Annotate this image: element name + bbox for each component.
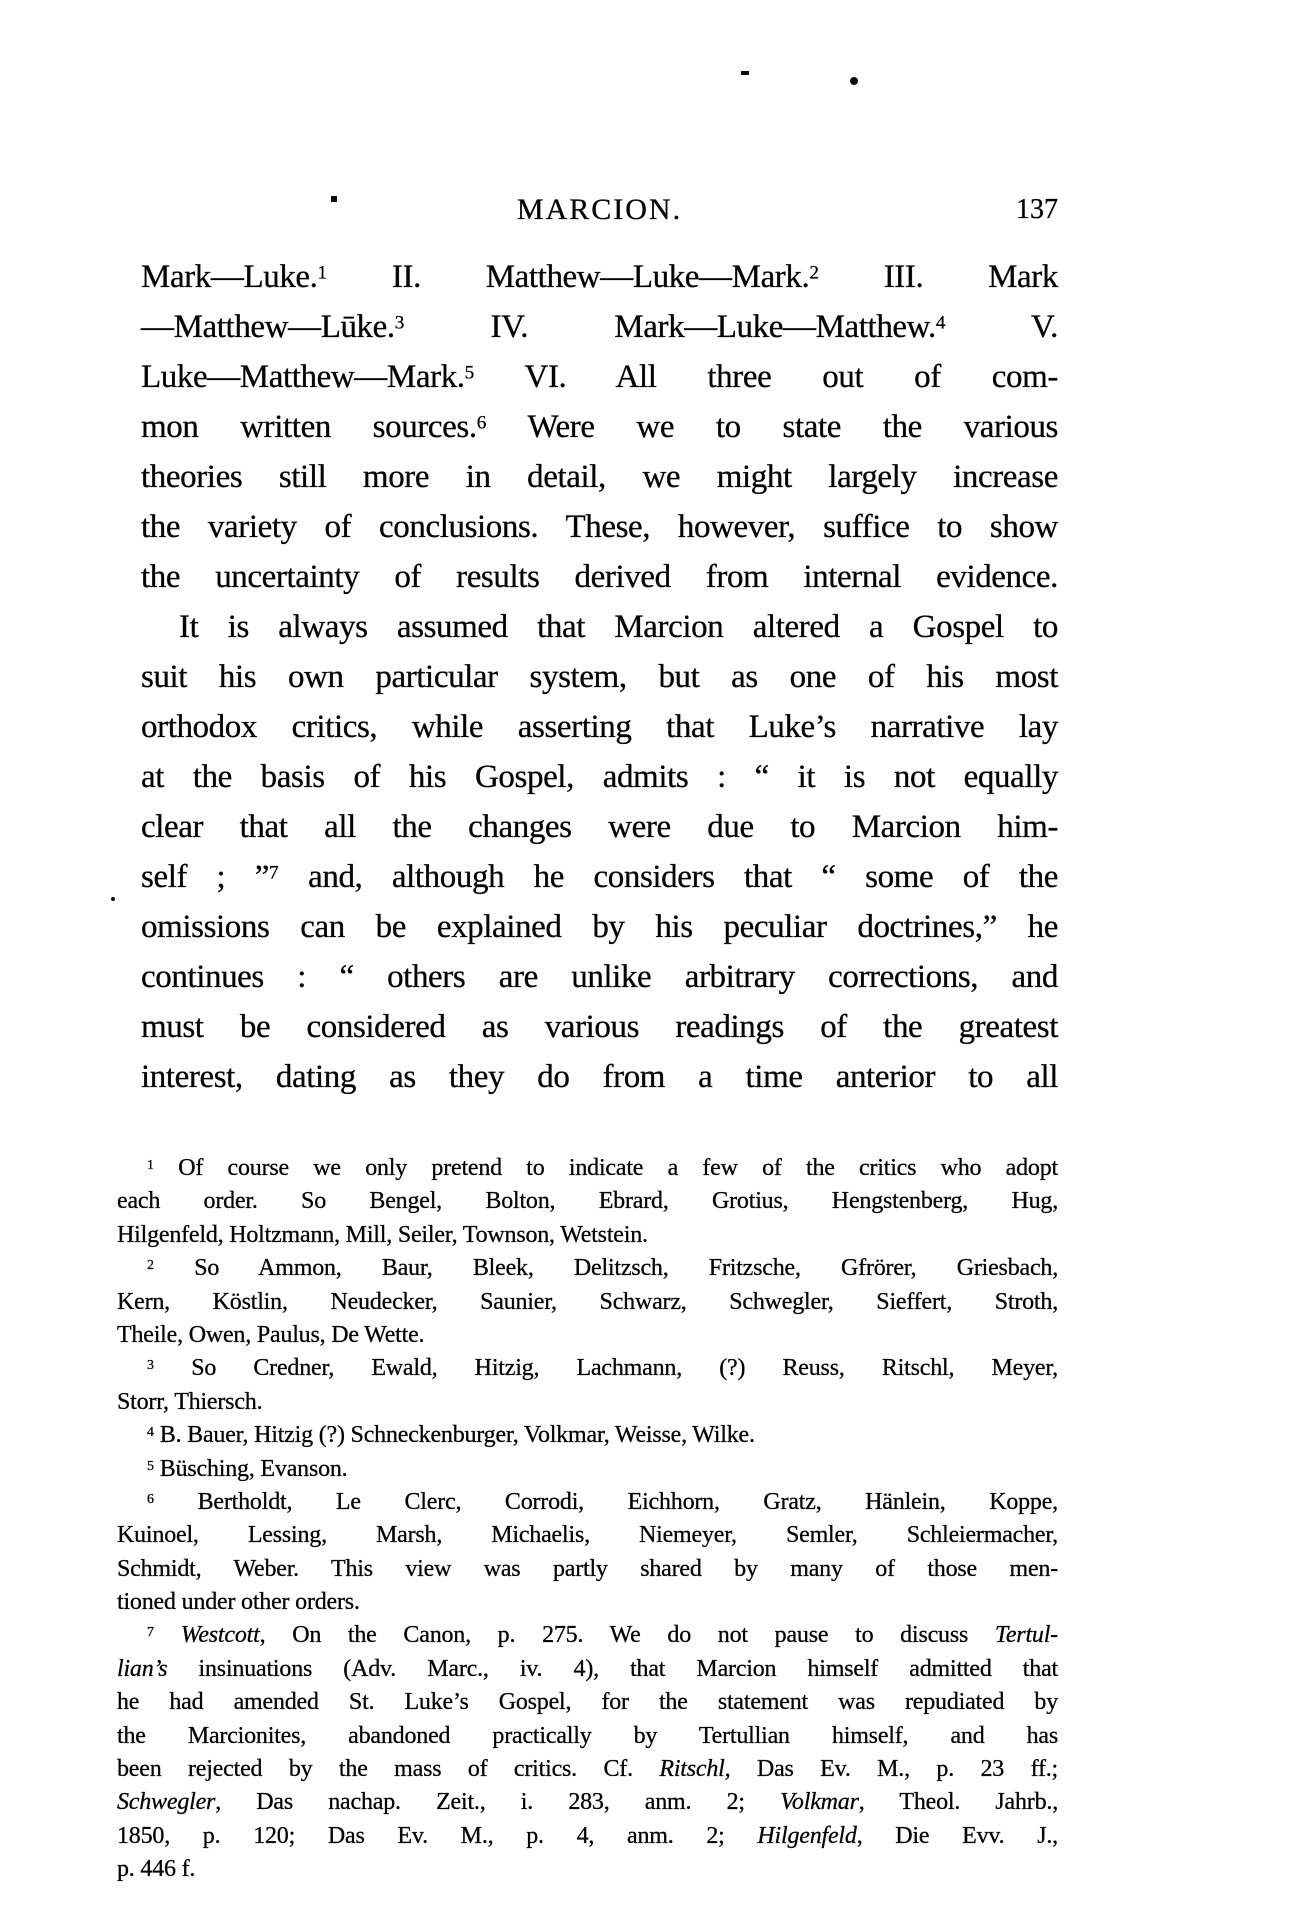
footnote-line: 1850, p. 120; Das Ev. M., p. 4, anm. 2; Hilgenfeld, Die Evv. J., bbox=[117, 1822, 1058, 1849]
body-text-line: suit his own particular system, but as one of his most bbox=[141, 659, 1058, 695]
body-text-line: —Matthew—Lūke.$^3$ IV. Mark—Luke—Matthew.$^4$ V. bbox=[141, 309, 1058, 345]
body-text-line: Mark—Luke.$^1$ II. Matthew—Luke—Mark.$^2$ III. Mark bbox=[141, 259, 1058, 295]
footnote-line: he had amended St. Luke’s Gospel, for the statement was repudiated by bbox=[117, 1689, 1058, 1716]
body-text-line: theories still more in detail, we might largely increase bbox=[141, 459, 1058, 495]
body-text-line: the variety of conclusions. These, however, suffice to show bbox=[141, 509, 1058, 545]
page-header bbox=[141, 193, 1058, 227]
body-text-line: mon written sources.$^6$ Were we to state the various bbox=[141, 409, 1058, 445]
footnote-marker: 2 bbox=[147, 1257, 154, 1273]
footnote-line: Storr, Thiersch. bbox=[117, 1388, 263, 1415]
footnote-line: $^4$ B. Bauer, Hitzig (?) Schneckenburger, Volkmar, Weisse, Wilke. bbox=[147, 1422, 755, 1449]
footnote-marker: 1 bbox=[147, 1157, 154, 1173]
footnote-line: the Marcionites, abandoned practically by Tertullian himself, and has bbox=[117, 1722, 1058, 1749]
body-text bbox=[141, 252, 1058, 1102]
running-title: MARCION. bbox=[516, 193, 683, 226]
footnote-line: Hilgenfeld, Holtzmann, Mill, Seiler, Townson, Wetstein. bbox=[117, 1221, 648, 1248]
footnote-line: Kuinoel, Lessing, Marsh, Michaelis, Niemeyer, Semler, Schleiermacher, bbox=[117, 1522, 1058, 1549]
footnote-line: $^7$ Westcott, On the Canon, p. 275. We do not pause to discuss Tertul- bbox=[147, 1622, 1058, 1649]
footnote-line: $^6$ Bertholdt, Le Clerc, Corrodi, Eichhorn, Gratz, Hänlein, Koppe, bbox=[147, 1488, 1058, 1515]
footnotes bbox=[117, 1152, 1058, 1887]
body-text-line: It is always assumed that Marcion altered a Gospel to bbox=[179, 609, 1058, 645]
body-text-line: interest, dating as they do from a time anterior to all bbox=[141, 1059, 1058, 1095]
body-text-line: continues : “ others are unlike arbitrary corrections, and bbox=[141, 959, 1058, 995]
footnote-line: $^2$ So Ammon, Baur, Bleek, Delitzsch, Fritzsche, Gfrörer, Griesbach, bbox=[147, 1255, 1058, 1282]
footnote-line: p. 446 f. bbox=[117, 1856, 196, 1883]
body-text-line: self ; ”$^7$ and, although he considers that “ some of the bbox=[141, 859, 1058, 895]
body-text-line: must be considered as various readings of the greatest bbox=[141, 1009, 1058, 1045]
footnote-line: Kern, Köstlin, Neudecker, Saunier, Schwarz, Schwegler, Sieffert, Stroth, bbox=[117, 1288, 1058, 1315]
body-text-line: omissions can be explained by his peculiar doctrines,” he bbox=[141, 909, 1058, 945]
footnote-line: $^1$ Of course we only pretend to indicate a few of the critics who adopt bbox=[147, 1155, 1058, 1181]
footnote-line: been rejected by the mass of critics. Cf. Ritschl, Das Ev. M., p. 23 ff.; bbox=[117, 1756, 1059, 1783]
body-text-line: orthodox critics, while asserting that Luke’s narrative lay bbox=[141, 709, 1058, 745]
footnote-marker: 7 bbox=[147, 1625, 154, 1641]
footnote-line: Schwegler, Das nachap. Zeit., i. 283, anm. 2; Volkmar, Theol. Jahrb., bbox=[117, 1789, 1058, 1816]
footnote-marker: 4 bbox=[147, 1424, 154, 1440]
footnote-marker: 6 bbox=[147, 1491, 154, 1507]
footnote-line: Theile, Owen, Paulus, De Wette. bbox=[117, 1321, 425, 1348]
body-text-line: the uncertainty of results derived from internal evidence. bbox=[141, 559, 1058, 595]
scan-speck-dash bbox=[741, 71, 749, 75]
body-text-line: Luke—Matthew—Mark.$^5$ VI. All three out of com- bbox=[141, 359, 1058, 395]
page-number: 137 bbox=[1016, 194, 1058, 225]
scan-speck-dot bbox=[850, 77, 858, 85]
body-text-line: clear that all the changes were due to Marcion him- bbox=[141, 809, 1058, 845]
body-text-line: at the basis of his Gospel, admits : “ it is not equally bbox=[141, 759, 1058, 795]
footnote-marker: 3 bbox=[147, 1358, 154, 1374]
footnote-marker: 5 bbox=[147, 1458, 154, 1474]
footnote-line: tioned under other orders. bbox=[117, 1589, 360, 1616]
footnote-line: each order. So Bengel, Bolton, Ebrard, Grotius, Hengstenberg, Hug, bbox=[117, 1188, 1058, 1215]
footnote-line: $^5$ Büsching, Evanson. bbox=[147, 1455, 348, 1482]
footnote-line: $^3$ So Credner, Ewald, Hitzig, Lachmann, (?) Reuss, Ritschl, Meyer, bbox=[147, 1355, 1058, 1382]
footnote-line: Schmidt, Weber. This view was partly shared by many of those men- bbox=[117, 1555, 1058, 1582]
footnote-line: lian’s insinuations (Adv. Marc., iv. 4), that Marcion himself admitted that bbox=[117, 1655, 1058, 1682]
scan-speck-under-self bbox=[111, 897, 115, 901]
